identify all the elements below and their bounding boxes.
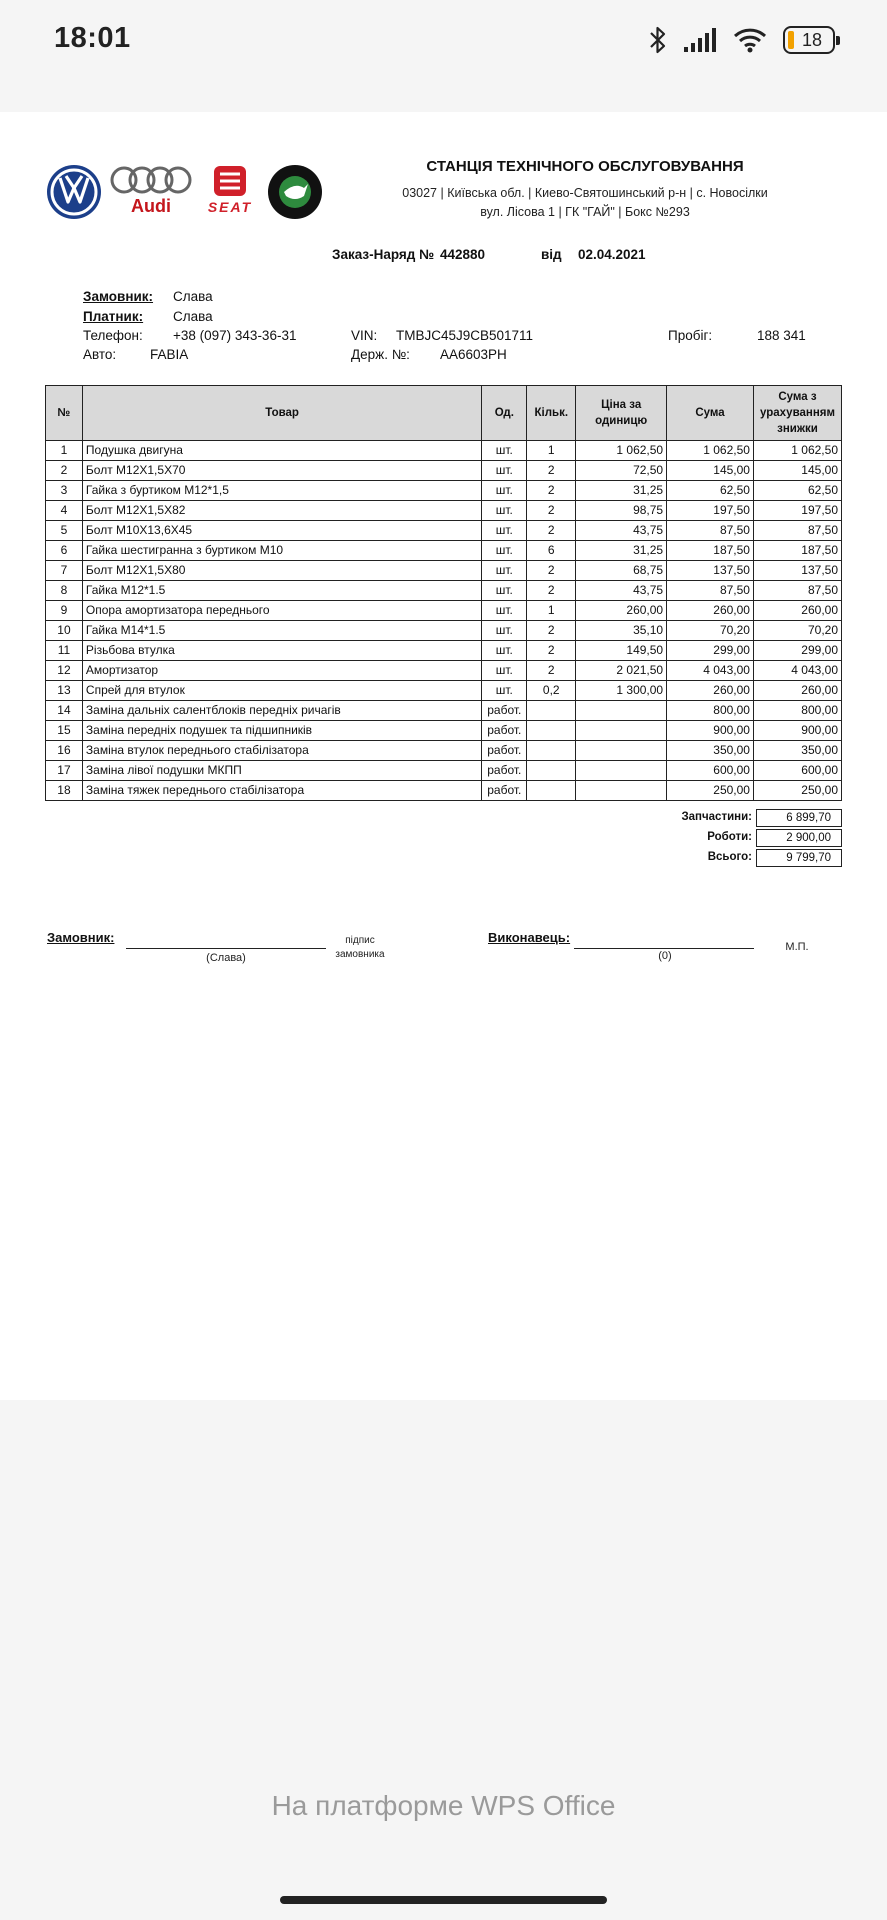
table-row	[46, 621, 842, 641]
executor-signature-line	[574, 947, 754, 949]
customer-signature-name: (Слава)	[206, 952, 246, 964]
row-item: Опора амортизатора переднього	[82, 601, 481, 621]
row-unit: шт.	[482, 601, 527, 621]
row-number: 16	[46, 741, 83, 761]
row-qty: 2	[527, 641, 576, 661]
row-number: 11	[46, 641, 83, 661]
row-sum-discount: 145,00	[753, 461, 841, 481]
row-item: Болт M10X13,6X45	[82, 521, 481, 541]
status-icons	[649, 22, 835, 58]
address-line-1: 03027 | Київська обл. | Киево-Святошинський р-н | с. Новосілки	[402, 186, 768, 200]
plate-label: Держ. №:	[351, 347, 410, 362]
executor-signature-label: Виконавець:	[488, 930, 571, 945]
row-sum: 187,50	[667, 541, 754, 561]
row-unit: шт.	[482, 581, 527, 601]
table-row	[46, 681, 842, 701]
row-qty: 2	[527, 461, 576, 481]
row-sum-discount: 62,50	[753, 481, 841, 501]
row-item: Заміна передніх подушек та підшипників	[82, 721, 481, 741]
mileage-value: 188 341	[757, 328, 806, 343]
signal-icon	[683, 27, 717, 53]
battery-level: 18	[801, 29, 823, 50]
table-row	[46, 581, 842, 601]
row-price: 149,50	[576, 641, 667, 661]
row-sum: 87,50	[667, 581, 754, 601]
row-qty: 2	[527, 661, 576, 681]
battery-icon	[783, 26, 835, 54]
row-item: Болт M12X1,5X70	[82, 461, 481, 481]
customer-label: Замовник:	[83, 289, 154, 304]
parts-total-label: Запчастини:	[681, 811, 752, 823]
order-date: 02.04.2021	[578, 247, 646, 262]
table-row	[46, 661, 842, 681]
row-number: 5	[46, 521, 83, 541]
row-price: 98,75	[576, 501, 667, 521]
row-price: 43,75	[576, 521, 667, 541]
row-price: 72,50	[576, 461, 667, 481]
seat-logo	[208, 166, 252, 215]
table-row	[46, 781, 842, 801]
row-sum: 600,00	[667, 761, 754, 781]
car-label: Авто:	[83, 347, 117, 362]
table-row	[46, 721, 842, 741]
row-sum: 70,20	[667, 621, 754, 641]
row-sum: 350,00	[667, 741, 754, 761]
row-qty	[527, 761, 576, 781]
address-line-2: вул. Лісова 1 | ГК "ГАЙ" | Бокс №293	[480, 205, 690, 219]
row-item: Заміна дальніх салентблоків передніх ричагів	[82, 701, 481, 721]
row-qty: 1	[527, 601, 576, 621]
row-qty	[527, 721, 576, 741]
row-unit: шт.	[482, 541, 527, 561]
row-sum: 4 043,00	[667, 661, 754, 681]
row-qty: 0,2	[527, 681, 576, 701]
row-price: 31,25	[576, 541, 667, 561]
row-item: Подушка двигуна	[82, 441, 481, 461]
row-sum: 260,00	[667, 601, 754, 621]
phone-label: Телефон:	[83, 328, 143, 343]
home-indicator[interactable]	[280, 1896, 607, 1904]
row-sum-discount: 1 062,50	[753, 441, 841, 461]
row-sum-discount: 350,00	[753, 741, 841, 761]
row-item: Заміна тяжек переднього стабілізатора	[82, 781, 481, 801]
row-price: 1 062,50	[576, 441, 667, 461]
row-item: Болт M12X1,5X82	[82, 501, 481, 521]
works-total-label: Роботи:	[707, 831, 752, 843]
bluetooth-icon	[649, 25, 667, 55]
row-sum-discount: 197,50	[753, 501, 841, 521]
row-qty	[527, 781, 576, 801]
row-sum: 145,00	[667, 461, 754, 481]
row-qty	[527, 701, 576, 721]
row-unit: шт.	[482, 521, 527, 541]
col-header-sum: Сума	[667, 386, 754, 441]
order-from-label: від	[541, 247, 562, 262]
station-title: СТАНЦІЯ ТЕХНІЧНОГО ОБСЛУГОВУВАННЯ	[426, 158, 744, 175]
row-sum-discount: 260,00	[753, 681, 841, 701]
row-number: 14	[46, 701, 83, 721]
row-sum-discount: 800,00	[753, 701, 841, 721]
row-sum-discount: 299,00	[753, 641, 841, 661]
table-header-row	[46, 386, 842, 441]
table-row	[46, 501, 842, 521]
row-sum-discount: 87,50	[753, 581, 841, 601]
works-total-value: 2 900,00	[756, 829, 842, 847]
row-item: Гайка M14*1.5	[82, 621, 481, 641]
row-sum: 137,50	[667, 561, 754, 581]
wifi-icon	[733, 27, 767, 53]
row-item: Заміна лівої подушки МКПП	[82, 761, 481, 781]
row-sum-discount: 70,20	[753, 621, 841, 641]
row-price: 31,25	[576, 481, 667, 501]
row-unit: шт.	[482, 461, 527, 481]
vin-label: VIN:	[351, 328, 378, 343]
signature-caption-1: підпис	[345, 935, 375, 946]
row-number: 10	[46, 621, 83, 641]
row-qty: 2	[527, 581, 576, 601]
row-unit: шт.	[482, 501, 527, 521]
table-row	[46, 541, 842, 561]
col-header-sum-discount: Сума з урахуванням знижки	[753, 386, 841, 441]
row-sum: 260,00	[667, 681, 754, 701]
row-price	[576, 741, 667, 761]
status-time: 18:01	[54, 22, 131, 54]
col-header-number: №	[46, 386, 83, 441]
row-qty: 2	[527, 481, 576, 501]
row-sum-discount: 600,00	[753, 761, 841, 781]
row-price: 2 021,50	[576, 661, 667, 681]
executor-signature-name: (0)	[658, 950, 672, 962]
table-row	[46, 601, 842, 621]
document-page[interactable]	[0, 112, 887, 1400]
audi-logo	[112, 168, 190, 216]
row-unit: работ.	[482, 781, 527, 801]
row-number: 8	[46, 581, 83, 601]
row-number: 6	[46, 541, 83, 561]
car-value: FABIA	[150, 347, 189, 362]
row-unit: шт.	[482, 681, 527, 701]
row-item: Гайка з буртиком M12*1,5	[82, 481, 481, 501]
row-price: 1 300,00	[576, 681, 667, 701]
row-number: 2	[46, 461, 83, 481]
row-number: 18	[46, 781, 83, 801]
table-row	[46, 761, 842, 781]
table-row	[46, 521, 842, 541]
row-qty	[527, 741, 576, 761]
row-unit: шт.	[482, 621, 527, 641]
row-qty: 2	[527, 621, 576, 641]
row-number: 4	[46, 501, 83, 521]
phone-value: +38 (097) 343-36-31	[173, 328, 297, 343]
row-sum: 299,00	[667, 641, 754, 661]
row-unit: шт.	[482, 661, 527, 681]
row-sum: 197,50	[667, 501, 754, 521]
row-sum: 250,00	[667, 781, 754, 801]
skoda-logo	[268, 165, 322, 219]
row-sum-discount: 87,50	[753, 521, 841, 541]
signature-caption-2: замовника	[335, 949, 385, 960]
payer-label: Платник:	[83, 309, 144, 324]
row-price: 35,10	[576, 621, 667, 641]
plate-value: AA6603PH	[440, 347, 507, 362]
customer-signature-label: Замовник:	[47, 930, 115, 945]
table-row	[46, 481, 842, 501]
row-sum-discount: 900,00	[753, 721, 841, 741]
col-header-price: Ціна за одиницю	[576, 386, 667, 441]
row-unit: шт.	[482, 481, 527, 501]
row-unit: работ.	[482, 721, 527, 741]
audi-logo-text: Audi	[131, 196, 171, 216]
table-row	[46, 561, 842, 581]
stamp-label: М.П.	[785, 941, 809, 953]
customer-signature-line	[126, 947, 326, 949]
row-number: 15	[46, 721, 83, 741]
seat-logo-text: SEAT	[207, 199, 253, 215]
row-item: Болт M12X1,5X80	[82, 561, 481, 581]
row-sum-discount: 4 043,00	[753, 661, 841, 681]
row-unit: шт.	[482, 561, 527, 581]
payer-value: Слава	[173, 309, 213, 324]
row-item: Гайка шестигранна з буртиком M10	[82, 541, 481, 561]
col-header-qty: Кільк.	[527, 386, 576, 441]
row-sum: 1 062,50	[667, 441, 754, 461]
row-item: Різьбова втулка	[82, 641, 481, 661]
row-sum: 800,00	[667, 701, 754, 721]
vin-value: TMBJC45J9CB501711	[396, 328, 534, 343]
table-row	[46, 741, 842, 761]
row-qty: 1	[527, 441, 576, 461]
row-qty: 6	[527, 541, 576, 561]
status-bar	[0, 0, 887, 112]
row-price: 260,00	[576, 601, 667, 621]
row-item: Спрей для втулок	[82, 681, 481, 701]
row-sum: 62,50	[667, 481, 754, 501]
order-number: 442880	[440, 247, 486, 262]
row-item: Амортизатор	[82, 661, 481, 681]
grand-total-value: 9 799,70	[756, 849, 842, 867]
row-sum-discount: 260,00	[753, 601, 841, 621]
row-unit: работ.	[482, 701, 527, 721]
mileage-label: Пробіг:	[668, 328, 713, 343]
row-number: 12	[46, 661, 83, 681]
order-label: Заказ-Наряд №	[332, 247, 435, 262]
table-row	[46, 641, 842, 661]
col-header-item: Товар	[82, 386, 481, 441]
row-number: 13	[46, 681, 83, 701]
row-sum-discount: 187,50	[753, 541, 841, 561]
row-qty: 2	[527, 561, 576, 581]
parts-total-value: 6 899,70	[756, 809, 842, 827]
customer-value: Слава	[173, 289, 213, 304]
row-sum-discount: 250,00	[753, 781, 841, 801]
row-price: 43,75	[576, 581, 667, 601]
row-unit: шт.	[482, 641, 527, 661]
row-qty: 2	[527, 501, 576, 521]
table-row	[46, 701, 842, 721]
wps-footer-text: На платформе WPS Office	[271, 1790, 616, 1821]
row-unit: работ.	[482, 741, 527, 761]
col-header-unit: Од.	[482, 386, 527, 441]
row-number: 9	[46, 601, 83, 621]
brand-logos	[46, 162, 336, 232]
row-unit: шт.	[482, 441, 527, 461]
row-sum: 900,00	[667, 721, 754, 741]
row-price	[576, 721, 667, 741]
vw-logo	[47, 165, 101, 219]
row-price	[576, 701, 667, 721]
table-row	[46, 461, 842, 481]
row-qty: 2	[527, 521, 576, 541]
row-sum-discount: 137,50	[753, 561, 841, 581]
row-price	[576, 781, 667, 801]
invoice-table	[45, 385, 842, 801]
row-number: 17	[46, 761, 83, 781]
row-unit: работ.	[482, 761, 527, 781]
row-item: Заміна втулок переднього стабілізатора	[82, 741, 481, 761]
row-sum: 87,50	[667, 521, 754, 541]
row-price	[576, 761, 667, 781]
grand-total-label: Всього:	[707, 851, 752, 863]
row-number: 1	[46, 441, 83, 461]
row-number: 7	[46, 561, 83, 581]
row-price: 68,75	[576, 561, 667, 581]
table-row	[46, 441, 842, 461]
row-item: Гайка M12*1.5	[82, 581, 481, 601]
row-number: 3	[46, 481, 83, 501]
